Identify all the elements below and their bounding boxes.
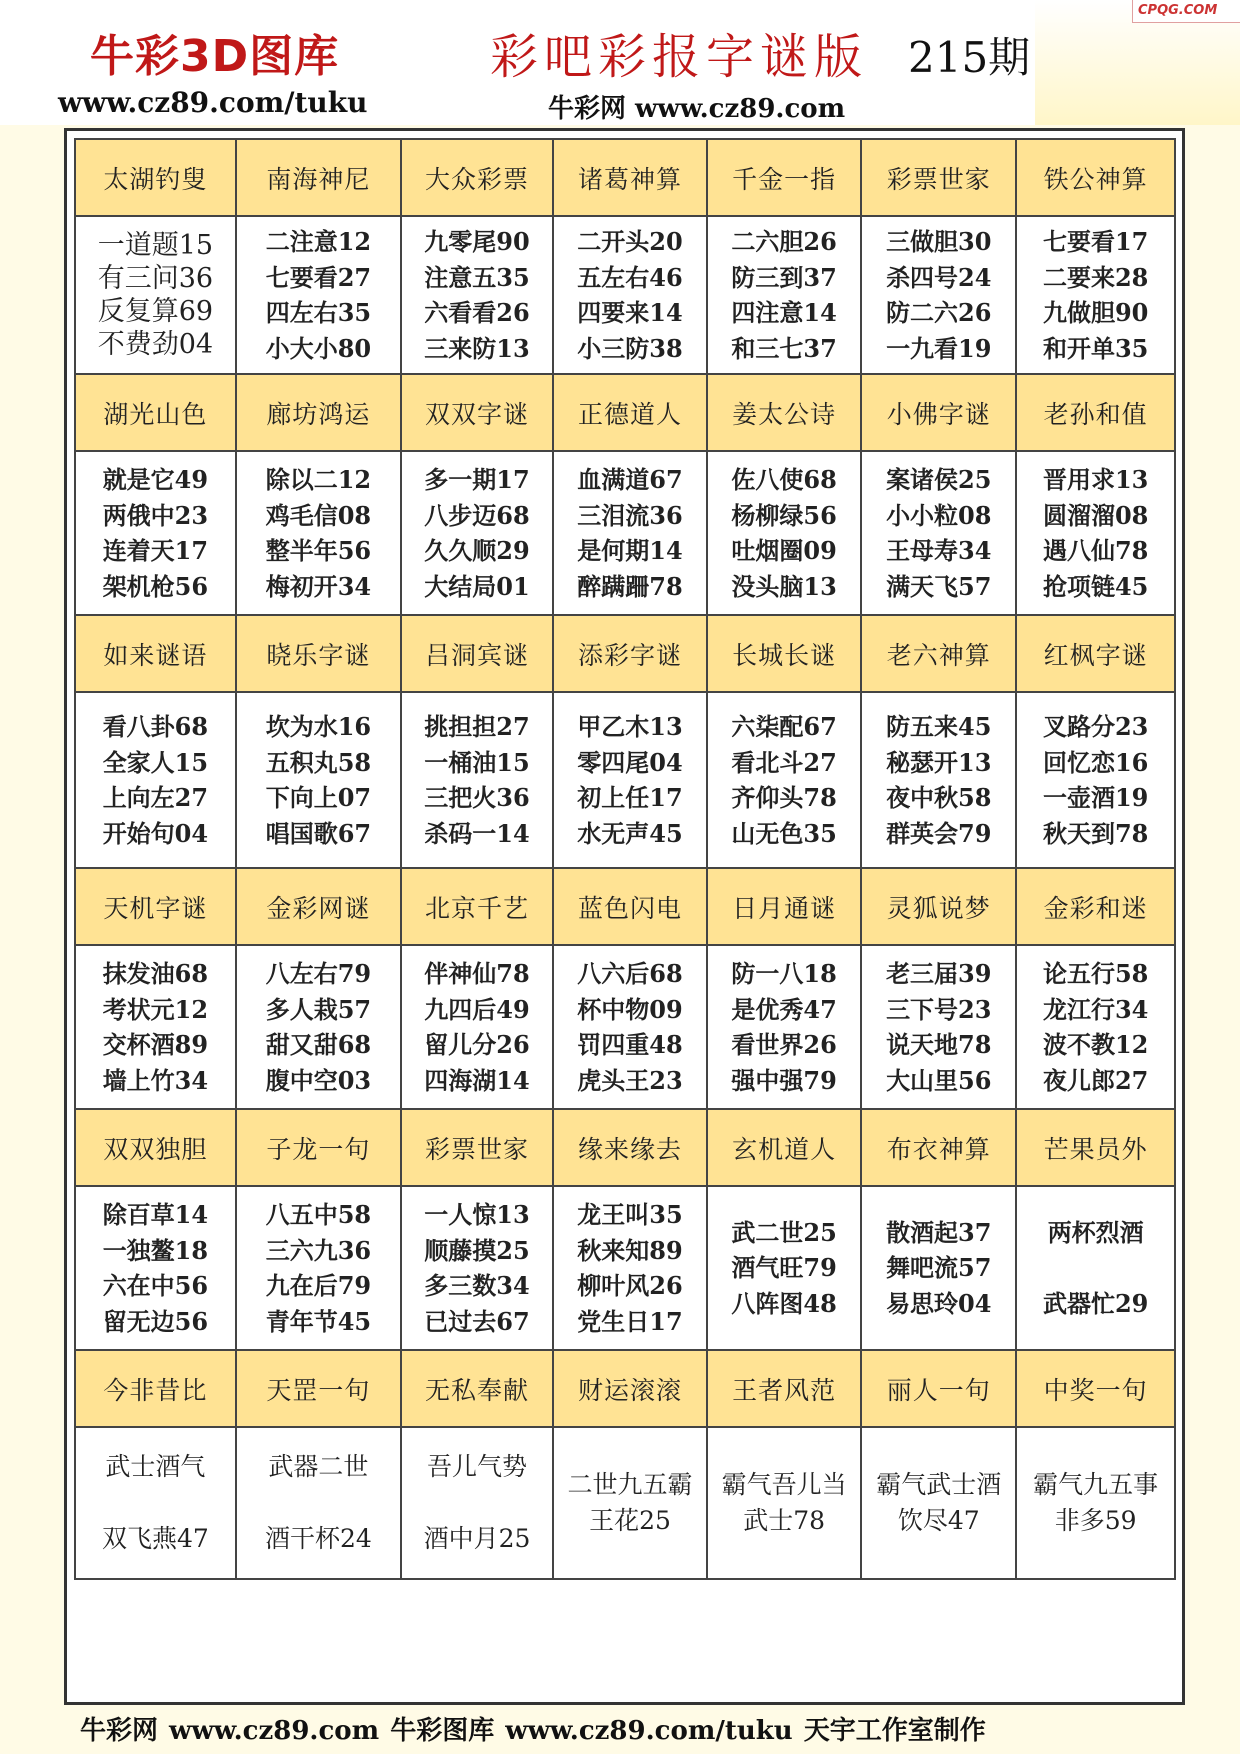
cell-text: 看八卦68 bbox=[102, 712, 209, 741]
cell-text: 酒干杯24 bbox=[265, 1524, 372, 1553]
cell-text: 三来防13 bbox=[424, 333, 530, 363]
cell-text: 看世界26 bbox=[731, 1030, 837, 1059]
column-header: 铁公神算 bbox=[1016, 139, 1175, 216]
cell-text: 初上任17 bbox=[577, 783, 683, 812]
cell-text: 霸气九五事非多59 bbox=[1033, 1470, 1159, 1535]
content-row bbox=[75, 945, 1175, 1109]
cell-text: 杯中物09 bbox=[577, 994, 683, 1024]
cell-text: 防五来45 bbox=[886, 712, 992, 741]
column-header: 芒果员外 bbox=[1016, 1109, 1175, 1186]
cell-text: 挑担担27 bbox=[424, 712, 530, 741]
cell-text: 一道题15 bbox=[97, 230, 214, 261]
content-cell bbox=[553, 451, 707, 615]
content-cell bbox=[75, 216, 236, 374]
cell-text: 佐八使68 bbox=[731, 465, 837, 494]
cell-text: 一桶油15 bbox=[424, 747, 530, 777]
column-header: 如来谜语 bbox=[75, 615, 236, 692]
cell-text: 七要看27 bbox=[265, 262, 372, 292]
column-header: 廊坊鸿运 bbox=[236, 374, 401, 451]
cell-text: 两杯烈酒 bbox=[1047, 1217, 1144, 1247]
column-header: 今非昔比 bbox=[75, 1350, 236, 1427]
content-cell bbox=[401, 451, 553, 615]
content-cell bbox=[75, 1186, 236, 1350]
column-header: 晓乐字谜 bbox=[236, 615, 401, 692]
cell-text: 八左右79 bbox=[265, 959, 372, 988]
cell-text: 一壶酒19 bbox=[1042, 783, 1149, 812]
cell-text: 开始句04 bbox=[102, 818, 209, 848]
cell-text: 上向左27 bbox=[102, 783, 209, 812]
cell-text: 散酒起37 bbox=[886, 1217, 992, 1247]
column-header: 天机字谜 bbox=[75, 868, 236, 945]
cell-text: 说天地78 bbox=[886, 1030, 992, 1059]
column-header: 湖光山色 bbox=[75, 374, 236, 451]
cell-text: 和开单35 bbox=[1042, 333, 1149, 363]
cell-text: 山无色35 bbox=[731, 818, 837, 848]
cell-text: 一独鳌18 bbox=[102, 1235, 209, 1265]
cell-text: 抹发油68 bbox=[102, 959, 209, 988]
header-row bbox=[75, 139, 1175, 216]
cell-text: 酒中月25 bbox=[423, 1524, 531, 1553]
content-row bbox=[75, 692, 1175, 868]
cell-text: 杀四号24 bbox=[886, 262, 992, 292]
cell-text: 三六九36 bbox=[265, 1235, 372, 1265]
cell-text: 醉蹒跚78 bbox=[577, 571, 683, 601]
cell-text: 武器二世 bbox=[268, 1452, 369, 1481]
cell-text: 有三问36 bbox=[97, 263, 214, 294]
cell-text: 圆溜溜08 bbox=[1042, 500, 1149, 530]
content-cell bbox=[236, 692, 401, 868]
content-cell bbox=[1016, 451, 1175, 615]
cell-text: 伴神仙78 bbox=[424, 959, 530, 988]
column-header: 大众彩票 bbox=[401, 139, 553, 216]
cell-text: 九零尾90 bbox=[424, 227, 530, 256]
cell-text: 顺藤摸25 bbox=[424, 1235, 530, 1265]
cell-text: 武器忙29 bbox=[1042, 1289, 1149, 1318]
cell-text: 八步迈68 bbox=[424, 500, 530, 530]
column-header: 金彩网谜 bbox=[236, 868, 401, 945]
content-cell bbox=[707, 692, 861, 868]
content-cell bbox=[1016, 1186, 1175, 1350]
page-title: 彩吧彩报字谜版 bbox=[490, 29, 869, 85]
content-cell bbox=[401, 1186, 553, 1350]
content-cell bbox=[236, 451, 401, 615]
cell-text: 注意五35 bbox=[424, 262, 530, 292]
column-header: 彩票世家 bbox=[401, 1109, 553, 1186]
cell-text: 龙江行34 bbox=[1042, 994, 1149, 1024]
cell-text: 防二六26 bbox=[886, 298, 992, 327]
column-header: 丽人一句 bbox=[861, 1350, 1016, 1427]
column-header: 老孙和值 bbox=[1016, 374, 1175, 451]
content-cell bbox=[861, 1186, 1016, 1350]
cell-text: 双飞燕47 bbox=[101, 1524, 209, 1553]
cell-text: 虎头王23 bbox=[577, 1065, 683, 1095]
cell-text: 四要来14 bbox=[577, 298, 683, 327]
cell-text: 王母寿34 bbox=[886, 536, 992, 565]
cell-text: 群英会79 bbox=[886, 818, 992, 848]
content-cell bbox=[1016, 692, 1175, 868]
content-cell bbox=[1016, 216, 1175, 374]
cell-text: 留儿分26 bbox=[424, 1030, 530, 1059]
cell-text: 是优秀47 bbox=[731, 994, 837, 1024]
cell-text: 二世九五霸王花25 bbox=[567, 1470, 693, 1535]
cell-text: 龙王叫35 bbox=[577, 1200, 683, 1229]
column-header: 诸葛神算 bbox=[553, 139, 707, 216]
cell-text: 党生日17 bbox=[577, 1306, 683, 1336]
column-header: 千金一指 bbox=[707, 139, 861, 216]
column-header: 双双字谜 bbox=[401, 374, 553, 451]
header-row bbox=[75, 1109, 1175, 1186]
cell-text: 除以二12 bbox=[265, 465, 372, 494]
cell-text: 三泪流36 bbox=[577, 500, 683, 530]
cell-text: 秘瑟开13 bbox=[886, 747, 992, 777]
content-cell bbox=[75, 692, 236, 868]
cell-text: 血满道67 bbox=[577, 465, 683, 494]
content-cell bbox=[553, 1427, 707, 1579]
cell-text: 满天飞57 bbox=[886, 571, 992, 601]
cell-text: 强中强79 bbox=[731, 1065, 837, 1095]
header-row bbox=[75, 374, 1175, 451]
column-header: 彩票世家 bbox=[861, 139, 1016, 216]
column-header: 灵狐说梦 bbox=[861, 868, 1016, 945]
cell-text: 反复算69 bbox=[97, 296, 214, 327]
issue-number: 215期 bbox=[908, 33, 1031, 82]
content-cell bbox=[236, 216, 401, 374]
cell-text: 鸡毛信08 bbox=[265, 500, 372, 530]
cell-text: 防三到37 bbox=[731, 262, 837, 292]
cell-text: 梅初开34 bbox=[265, 571, 372, 601]
column-header: 南海神尼 bbox=[236, 139, 401, 216]
cell-text: 甲乙木13 bbox=[577, 712, 683, 741]
cell-text: 四海湖14 bbox=[424, 1065, 530, 1095]
cell-text: 多一期17 bbox=[424, 465, 530, 494]
column-header: 长城长谜 bbox=[707, 615, 861, 692]
cell-text: 是何期14 bbox=[577, 536, 683, 565]
column-header: 财运滚滚 bbox=[553, 1350, 707, 1427]
header-row bbox=[75, 1350, 1175, 1427]
cell-text: 波不教12 bbox=[1042, 1030, 1149, 1059]
cell-text: 甜又甜68 bbox=[265, 1030, 372, 1059]
cell-text: 五积丸58 bbox=[265, 747, 372, 777]
cell-text: 整半年56 bbox=[265, 536, 372, 565]
column-header: 布衣神算 bbox=[861, 1109, 1016, 1186]
brand-url: www.cz89.com/tuku bbox=[58, 86, 368, 119]
content-cell bbox=[75, 945, 236, 1109]
column-header: 中奖一句 bbox=[1016, 1350, 1175, 1427]
content-cell bbox=[707, 1427, 861, 1579]
cell-text: 齐仰头78 bbox=[731, 783, 837, 812]
column-header: 小佛字谜 bbox=[861, 374, 1016, 451]
cell-text: 九做胆90 bbox=[1042, 298, 1149, 327]
cell-text: 五左右46 bbox=[577, 262, 683, 292]
cell-text: 夜中秋58 bbox=[886, 783, 992, 812]
content-cell bbox=[75, 1427, 236, 1579]
cell-text: 吐烟圈09 bbox=[731, 536, 837, 565]
cell-text: 四左右35 bbox=[265, 298, 372, 327]
cell-text: 大山里56 bbox=[886, 1065, 992, 1095]
cell-text: 遇八仙78 bbox=[1042, 536, 1149, 565]
content-cell bbox=[553, 216, 707, 374]
column-header: 天罡一句 bbox=[236, 1350, 401, 1427]
column-header: 红枫字谜 bbox=[1016, 615, 1175, 692]
cell-text: 罚四重48 bbox=[577, 1030, 683, 1059]
cell-text: 腹中空03 bbox=[265, 1065, 372, 1095]
cell-text: 武士酒气 bbox=[105, 1452, 206, 1481]
cell-text: 案诸侯25 bbox=[886, 465, 992, 494]
cell-text: 秋来知89 bbox=[577, 1235, 683, 1265]
cell-text: 武二世25 bbox=[731, 1217, 837, 1247]
column-header: 玄机道人 bbox=[707, 1109, 861, 1186]
cell-text: 没头脑13 bbox=[731, 571, 837, 601]
column-header: 子龙一句 bbox=[236, 1109, 401, 1186]
column-header: 正德道人 bbox=[553, 374, 707, 451]
cell-text: 八六后68 bbox=[577, 959, 683, 988]
cell-text: 下向上07 bbox=[265, 783, 372, 812]
column-header: 北京千艺 bbox=[401, 868, 553, 945]
content-cell bbox=[861, 692, 1016, 868]
content-cell bbox=[401, 1427, 553, 1579]
cell-text: 二开头20 bbox=[577, 227, 683, 256]
content-row bbox=[75, 451, 1175, 615]
column-header: 太湖钓叟 bbox=[75, 139, 236, 216]
site-url: 牛彩网 www.cz89.com bbox=[548, 94, 846, 124]
cell-text: 架机枪56 bbox=[102, 571, 209, 601]
content-cell bbox=[553, 945, 707, 1109]
cell-text: 久久顺29 bbox=[424, 536, 530, 565]
content-cell bbox=[553, 692, 707, 868]
cell-text: 已过去67 bbox=[424, 1306, 530, 1336]
column-header: 吕洞宾谜 bbox=[401, 615, 553, 692]
content-cell bbox=[236, 945, 401, 1109]
cell-text: 回忆恋16 bbox=[1042, 747, 1149, 777]
cell-text: 除百草14 bbox=[102, 1200, 209, 1229]
cell-text: 防一八18 bbox=[731, 959, 837, 988]
cell-text: 三把火36 bbox=[424, 783, 530, 812]
content-cell bbox=[707, 1186, 861, 1350]
column-header: 金彩和迷 bbox=[1016, 868, 1175, 945]
column-header: 无私奉献 bbox=[401, 1350, 553, 1427]
footer-credits: 牛彩网 www.cz89.com 牛彩图库 www.cz89.com/tuku 天宇工作室制作 bbox=[80, 1716, 986, 1746]
content-cell bbox=[707, 451, 861, 615]
cell-text: 水无声45 bbox=[577, 818, 683, 848]
cell-text: 晋用求13 bbox=[1042, 465, 1149, 494]
cell-text: 小小粒08 bbox=[886, 500, 992, 530]
riddle-table bbox=[74, 138, 1176, 1580]
cell-text: 一九看19 bbox=[886, 333, 992, 363]
content-row bbox=[75, 1427, 1175, 1579]
header-row bbox=[75, 868, 1175, 945]
cell-text: 二注意12 bbox=[265, 227, 372, 256]
watermark: CPQG.COM bbox=[1138, 3, 1218, 18]
content-cell bbox=[861, 945, 1016, 1109]
content-cell bbox=[75, 451, 236, 615]
content-cell bbox=[707, 216, 861, 374]
cell-text: 霸气吾儿当武士78 bbox=[721, 1470, 847, 1535]
column-header: 蓝色闪电 bbox=[553, 868, 707, 945]
cell-text: 多三数34 bbox=[424, 1271, 530, 1300]
cell-text: 柳叶风26 bbox=[577, 1271, 683, 1300]
cell-text: 看北斗27 bbox=[731, 747, 837, 777]
cell-text: 连着天17 bbox=[102, 536, 209, 565]
cell-text: 留无边56 bbox=[102, 1306, 209, 1336]
cell-text: 墙上竹34 bbox=[102, 1065, 209, 1095]
cell-text: 交杯酒89 bbox=[102, 1030, 209, 1059]
content-cell bbox=[861, 216, 1016, 374]
cell-text: 二要来28 bbox=[1042, 262, 1149, 292]
cell-text: 六柒配67 bbox=[731, 712, 837, 741]
cell-text: 秋天到78 bbox=[1042, 818, 1149, 848]
content-cell bbox=[861, 1427, 1016, 1579]
cell-text: 考状元12 bbox=[102, 994, 209, 1024]
content-cell bbox=[401, 216, 553, 374]
cell-text: 零四尾04 bbox=[577, 747, 683, 777]
cell-text: 七要看17 bbox=[1042, 227, 1149, 256]
cell-text: 唱国歌67 bbox=[265, 818, 372, 848]
cell-text: 青年节45 bbox=[265, 1306, 372, 1336]
content-cell bbox=[553, 1186, 707, 1350]
cell-text: 大结局01 bbox=[424, 571, 530, 601]
content-row bbox=[75, 1186, 1175, 1350]
cell-text: 八阵图48 bbox=[731, 1288, 837, 1318]
cell-text: 易思玲04 bbox=[886, 1288, 992, 1318]
cell-text: 三下号23 bbox=[886, 994, 992, 1024]
cell-text: 小大小80 bbox=[265, 333, 372, 363]
cell-text: 霸气武士酒饮尽47 bbox=[876, 1470, 1002, 1535]
cell-text: 六看看26 bbox=[424, 298, 530, 327]
column-header: 双双独胆 bbox=[75, 1109, 236, 1186]
column-header: 添彩字谜 bbox=[553, 615, 707, 692]
cell-text: 和三七37 bbox=[731, 333, 837, 363]
cell-text: 舞吧流57 bbox=[886, 1253, 992, 1283]
content-cell bbox=[1016, 1427, 1175, 1579]
cell-text: 老三届39 bbox=[886, 959, 992, 988]
cell-text: 叉路分23 bbox=[1042, 712, 1149, 741]
cell-text: 吾儿气势 bbox=[426, 1452, 527, 1481]
cell-text: 不费劲04 bbox=[97, 329, 214, 360]
cell-text: 夜儿郎27 bbox=[1042, 1065, 1149, 1095]
column-header: 姜太公诗 bbox=[707, 374, 861, 451]
column-header: 日月通谜 bbox=[707, 868, 861, 945]
cell-text: 六在中56 bbox=[102, 1271, 209, 1300]
content-row bbox=[75, 216, 1175, 374]
cell-text: 杀码一14 bbox=[424, 818, 530, 848]
cell-text: 多人栽57 bbox=[265, 994, 372, 1024]
cell-text: 一人惊13 bbox=[424, 1200, 530, 1229]
cell-text: 杨柳绿56 bbox=[731, 500, 837, 530]
content-cell bbox=[1016, 945, 1175, 1109]
cell-text: 抢项链45 bbox=[1042, 571, 1149, 601]
cell-text: 两俄中23 bbox=[102, 500, 209, 530]
cell-text: 全家人15 bbox=[102, 747, 209, 777]
cell-text: 八五中58 bbox=[265, 1200, 372, 1229]
content-cell bbox=[401, 692, 553, 868]
cell-text: 三做胆30 bbox=[886, 227, 992, 256]
cell-text: 小三防38 bbox=[577, 333, 683, 363]
content-cell bbox=[707, 945, 861, 1109]
content-cell bbox=[236, 1186, 401, 1350]
column-header: 缘来缘去 bbox=[553, 1109, 707, 1186]
content-cell bbox=[401, 945, 553, 1109]
cell-text: 坎为水16 bbox=[265, 712, 372, 741]
brand-title: 牛彩3D图库 bbox=[90, 31, 340, 82]
column-header: 王者风范 bbox=[707, 1350, 861, 1427]
cell-text: 九四后49 bbox=[424, 994, 530, 1024]
content-cell bbox=[236, 1427, 401, 1579]
cell-text: 酒气旺79 bbox=[731, 1253, 837, 1283]
cell-text: 四注意14 bbox=[731, 298, 837, 327]
content-cell bbox=[861, 451, 1016, 615]
cell-text: 二六胆26 bbox=[731, 227, 837, 256]
header-row bbox=[75, 615, 1175, 692]
cell-text: 论五行58 bbox=[1042, 959, 1149, 988]
cell-text: 就是它49 bbox=[102, 465, 209, 494]
column-header: 老六神算 bbox=[861, 615, 1016, 692]
cell-text: 九在后79 bbox=[265, 1271, 372, 1300]
